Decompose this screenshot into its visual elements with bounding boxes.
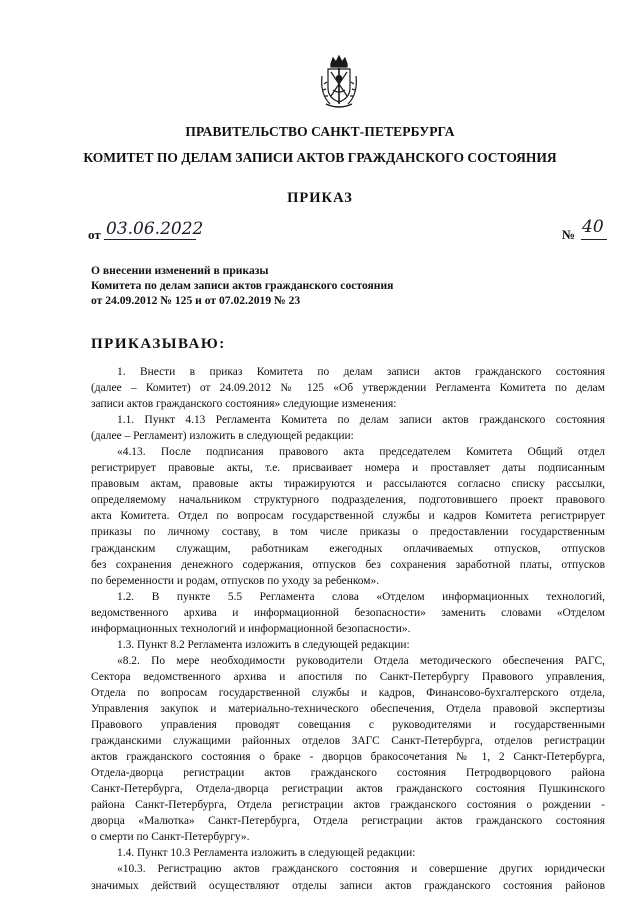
date-number-row bbox=[88, 217, 608, 245]
body-line: района Санкт-Петербурга, Отдела регистрации актов гражданского состояния о рождении - bbox=[91, 799, 605, 812]
body-line: дворца «Малютка» Санкт-Петербурга, Отдела регистрации актов гражданского состояния bbox=[91, 815, 605, 828]
body-line: Сектора ведомственного архива и апостиля по Санкт-Петербургу Правового управления, bbox=[91, 670, 605, 683]
coat-of-arms-icon bbox=[316, 54, 362, 110]
body-line: «4.13. После подписания правового акта председателем Комитета Общий отдел bbox=[117, 446, 605, 459]
body-line: записи актов гражданского состояния» следующие изменения: bbox=[91, 398, 397, 411]
body-line: 1.2. В пункте 5.5 Регламента слова «Отделом информационных технологий, bbox=[117, 590, 605, 603]
body-line: правовым актам, правовые акты тиражируются и рассылаются согласно списку рассылки, bbox=[91, 478, 605, 491]
number-prefix: № bbox=[562, 227, 576, 242]
body-line: 1. Внести в приказ Комитета по делам записи актов гражданского состояния bbox=[117, 366, 605, 378]
body-line: Санкт-Петербурга, Отдела-дворца регистрации актов гражданского состояния Пушкинского bbox=[91, 783, 605, 796]
body-line: (далее – Комитет) от 24.09.2012 № 125 «Об утверждении Регламента Комитета по делам bbox=[91, 382, 605, 395]
handwritten-date: 03.06.2022 bbox=[106, 219, 204, 239]
body-line: Правового управления проводят совещания с руководителями и государственными bbox=[91, 719, 605, 732]
body-line: «8.2. По мере необходимости руководители Отдела методического обеспечения РАГС, bbox=[117, 654, 605, 667]
body-line: (далее – Регламент) изложить в следующей редакции: bbox=[91, 430, 354, 443]
committee-name: КОМИТЕТ ПО ДЕЛАМ ЗАПИСИ АКТОВ ГРАЖДАНСКОГО СОСТОЯНИЯ bbox=[83, 150, 557, 165]
body-line: по беременности и родам, отпусков по уходу за ребенком». bbox=[91, 574, 380, 587]
handwritten-number: 40 bbox=[582, 217, 604, 237]
decree-heading: ПРИКАЗЫВАЮ: bbox=[91, 336, 226, 352]
date-underline bbox=[104, 239, 196, 240]
number-underline bbox=[581, 239, 607, 240]
body-line: актов гражданского состояния о браке - дворцов бракосочетания № 1, 2 Санкт-Петербурга, bbox=[91, 751, 605, 764]
body-line: приказы по личному составу, в том числе приказы о предоставлении государственным bbox=[91, 526, 605, 539]
body-line: о смерти по Санкт-Петербургу». bbox=[91, 831, 250, 844]
body-line: ведомственного архива и информационной безопасности» заменить словами «Отделом bbox=[91, 606, 605, 619]
order-subject bbox=[91, 263, 393, 308]
body-line: гражданским служащим, работникам ежегодных оплачиваемых отпусков, отпусков bbox=[91, 542, 605, 555]
body-line: «10.3. Регистрацию актов гражданского состояния и совершение других юридически bbox=[117, 863, 605, 876]
body-line: Отдела-дворца регистрации актов гражданского состояния Петродворцового района bbox=[91, 767, 605, 780]
body-line: значимых действий осуществляют отделы записи актов гражданского состояния районов bbox=[91, 879, 605, 892]
body-line: акта Комитета. Отдел по вопросам государственной службы и кадров Комитета регистрирует bbox=[91, 510, 605, 523]
order-body bbox=[91, 364, 605, 894]
body-line: без сохранения денежного содержания, отпусков без сохранения заработной платы, отпусков bbox=[91, 558, 605, 571]
body-line: 1.4. Пункт 10.3 Регламента изложить в следующей редакции: bbox=[117, 847, 416, 860]
subject-line: Комитета по делам записи актов гражданского состояния bbox=[91, 279, 394, 292]
subject-line: от 24.09.2012 № 125 и от 07.02.2019 № 23 bbox=[91, 294, 301, 307]
body-line: 1.3. Пункт 8.2 Регламента изложить в следующей редакции: bbox=[117, 638, 410, 651]
order-title: ПРИКАЗ bbox=[287, 190, 353, 206]
body-line: определяемому начальником структурного подразделения, подготовившего проект правового bbox=[91, 494, 605, 507]
body-line: регистрирует правовые акты, т.е. присваивает номера и проставляет даты подписанным bbox=[91, 462, 605, 475]
body-line: информационных технологий и информационной безопасности». bbox=[91, 622, 411, 635]
body-line: Управления закупок и материально-технического обеспечения, Отдела правовой экспертизы bbox=[91, 702, 605, 715]
body-line: Отдела по вопросам государственной службы и кадров, Финансово-бухгалтерского отдела, bbox=[91, 686, 605, 699]
body-line: 1.1. Пункт 4.13 Регламента Комитета по делам записи актов гражданского состояния bbox=[117, 414, 605, 427]
subject-line: О внесении изменений в приказы bbox=[91, 264, 269, 277]
date-prefix: от bbox=[88, 227, 101, 242]
government-name: ПРАВИТЕЛЬСТВО САНКТ-ПЕТЕРБУРГА bbox=[185, 124, 455, 139]
body-line: гражданскими служащими районных отделов ЗАГС Санкт-Петербурга, отделов регистрации bbox=[91, 735, 605, 748]
